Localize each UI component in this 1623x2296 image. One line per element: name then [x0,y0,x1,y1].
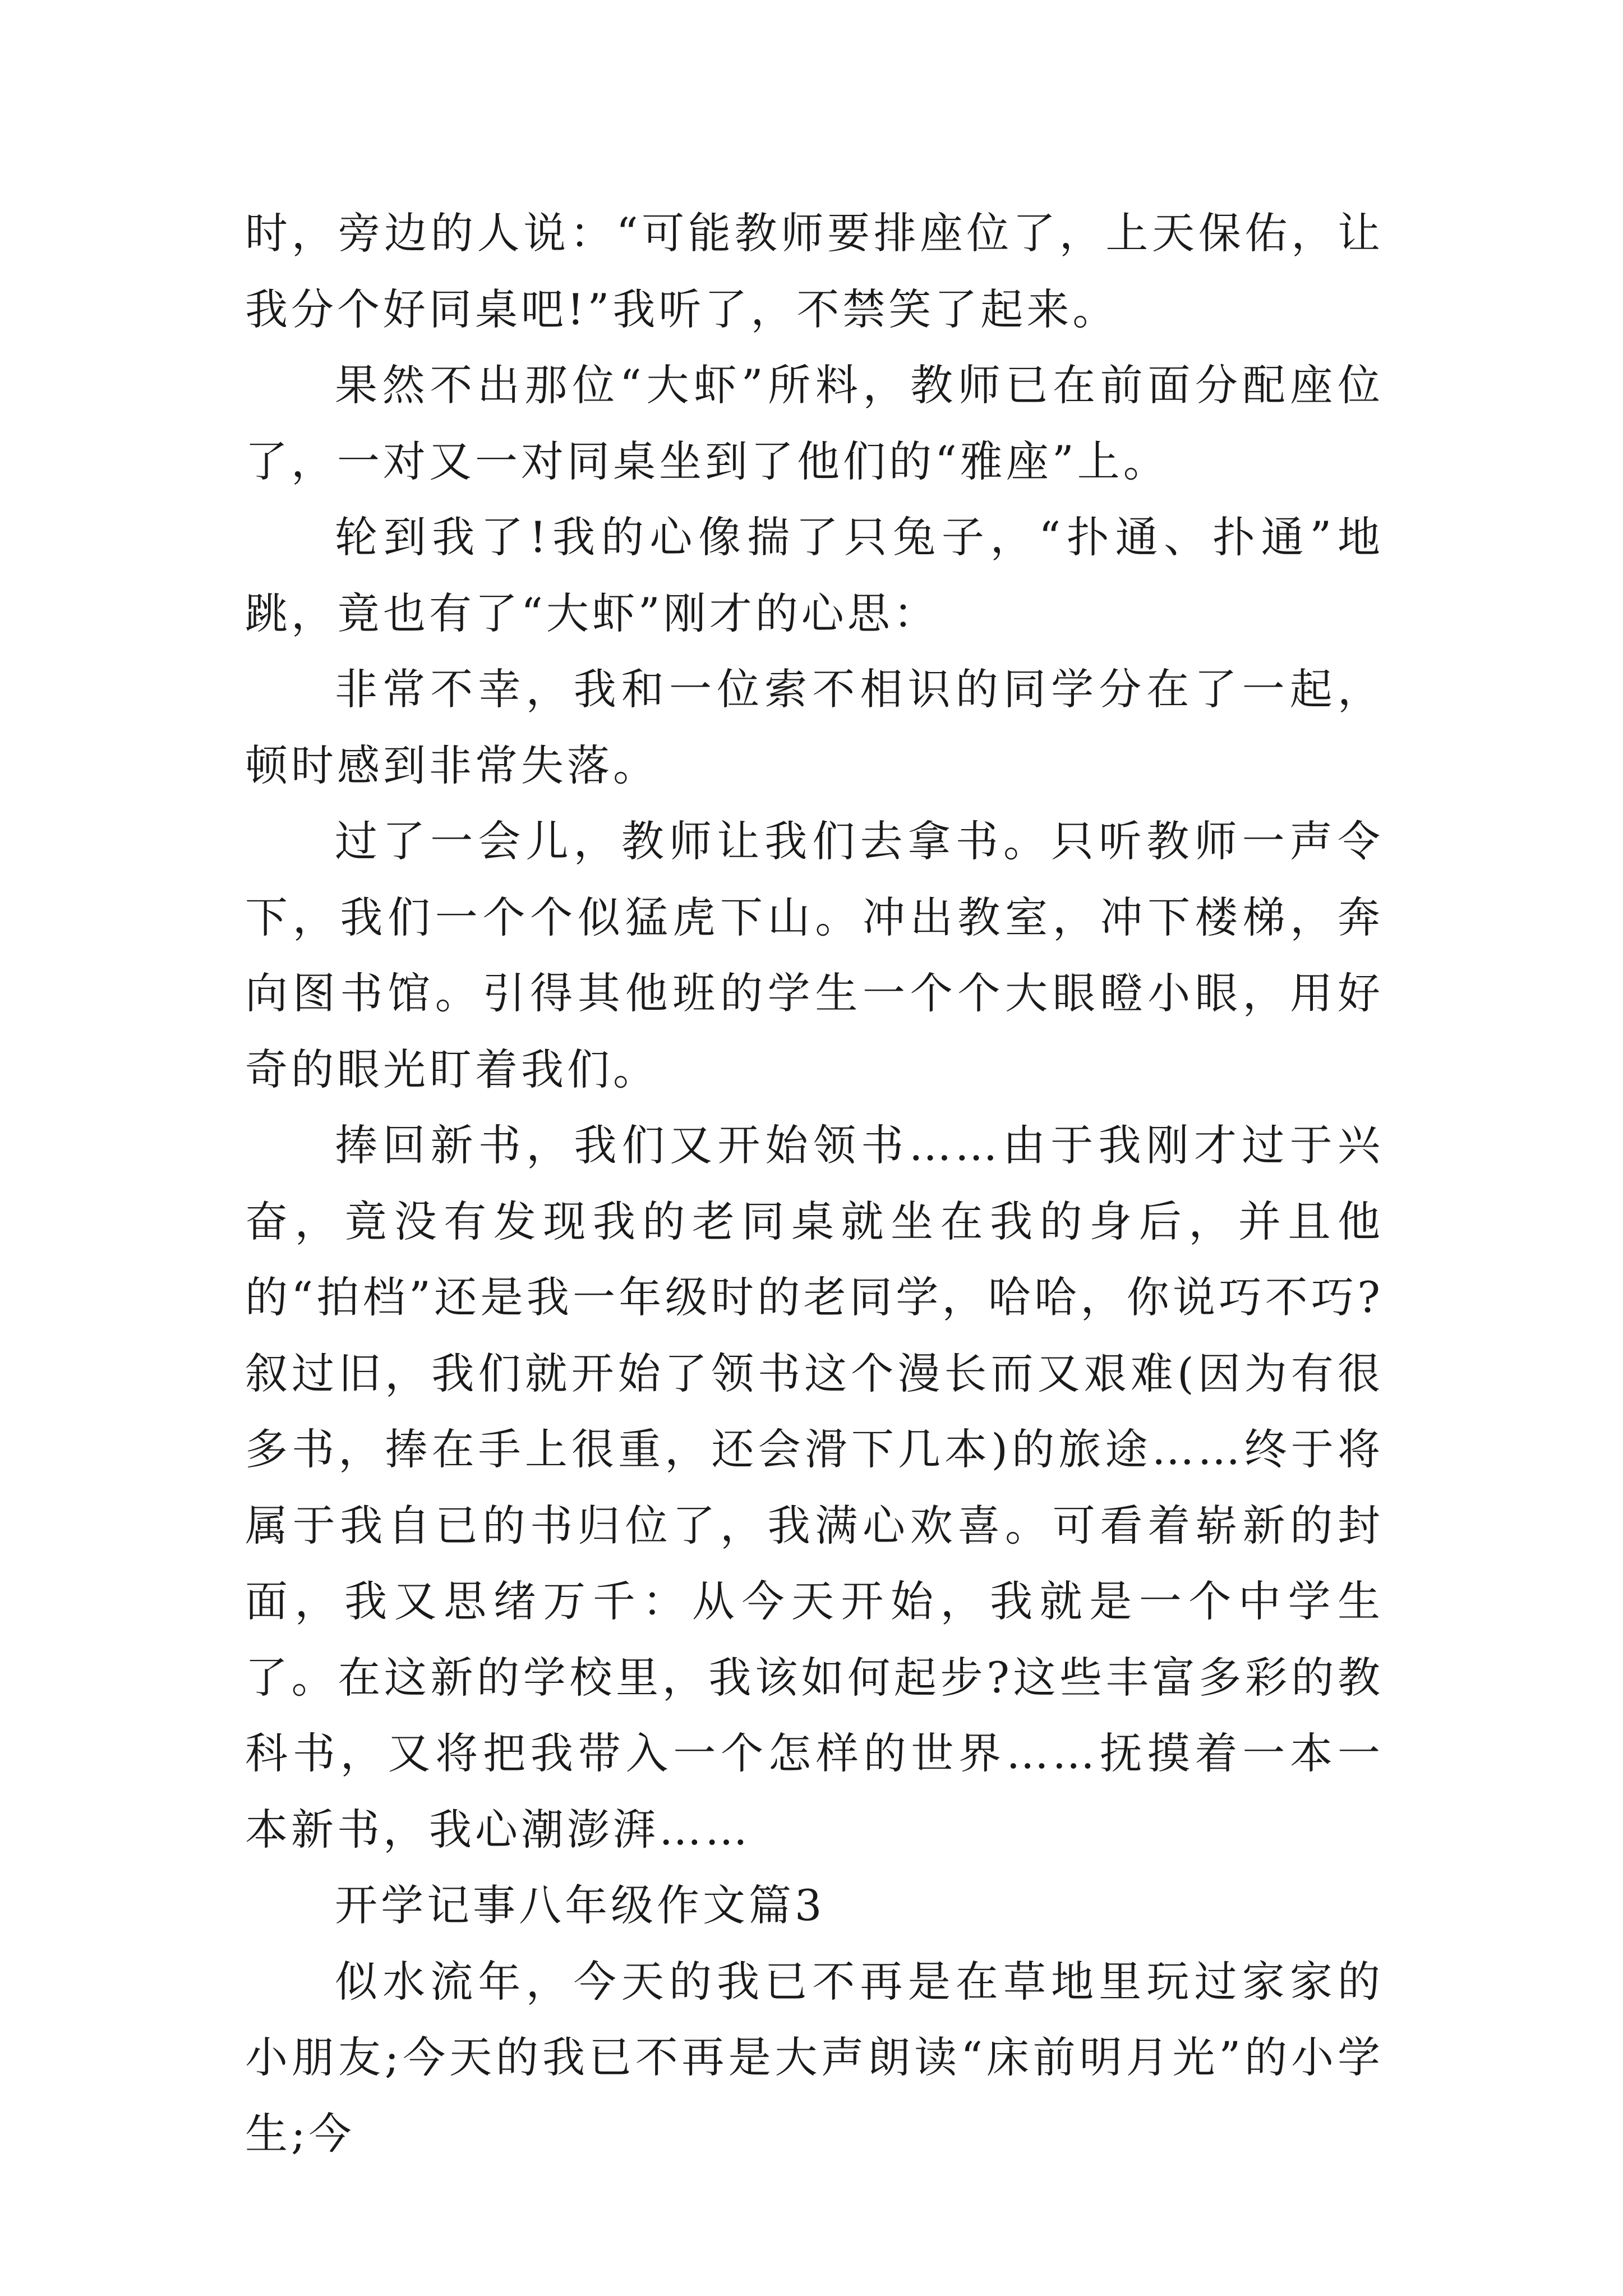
paragraph-1: 时，旁边的人说：“可能教师要排座位了，上天保佑，让我分个好同桌吧!”我听了，不禁笑了起来。 [245,208,1384,334]
paragraph-3: 轮到我了!我的心像揣了只兔子，“扑通、扑通”地跳，竟也有了“大虾”刚才的心思： [245,512,1384,638]
paragraph-4: 非常不幸，我和一位索不相识的同学分在了一起，顿时感到非常失落。 [245,664,1384,790]
paragraph-5: 过了一会儿，教师让我们去拿书。只听教师一声令下，我们一个个似猛虎下山。冲出教室，冲下楼梯，奔向图书馆。引得其他班的学生一个个大眼瞪小眼，用好奇的眼光盯着我们。 [245,816,1384,1094]
section-heading: 开学记事八年级作文篇3 [335,1880,826,1930]
paragraph-7: 似水流年，今天的我已不再是在草地里玩过家家的小朋友;今天的我已不再是大声朗读“床前明月光”的小学生;今 [245,1956,1384,2159]
article-body [245,195,1384,2171]
paragraph-6: 捧回新书，我们又开始领书……由于我刚才过于兴奋，竟没有发现我的老同桌就坐在我的身后，并且他的“拍档”还是我一年级时的老同学，哈哈，你说巧不巧?叙过旧，我们就开始了领书这个漫长而又艰难(因为有很多书，捧在手上很重，还会滑下几本)的旅途……终于将属于我自已的书归位了，我满心欢喜。可看着崭新的封面，我又思绪万千：从今天开始，我就是一个中学生了。在这新的学校里，我该如何起步?这些丰富多彩的教科书，又将把我带入一个怎样的世界……抚摸着一本一本新书，我心潮澎湃…… [245,1120,1384,1855]
paragraph-2: 果然不出那位“大虾”所料，教师已在前面分配座位了，一对又一对同桌坐到了他们的“雅座”上。 [245,360,1384,486]
